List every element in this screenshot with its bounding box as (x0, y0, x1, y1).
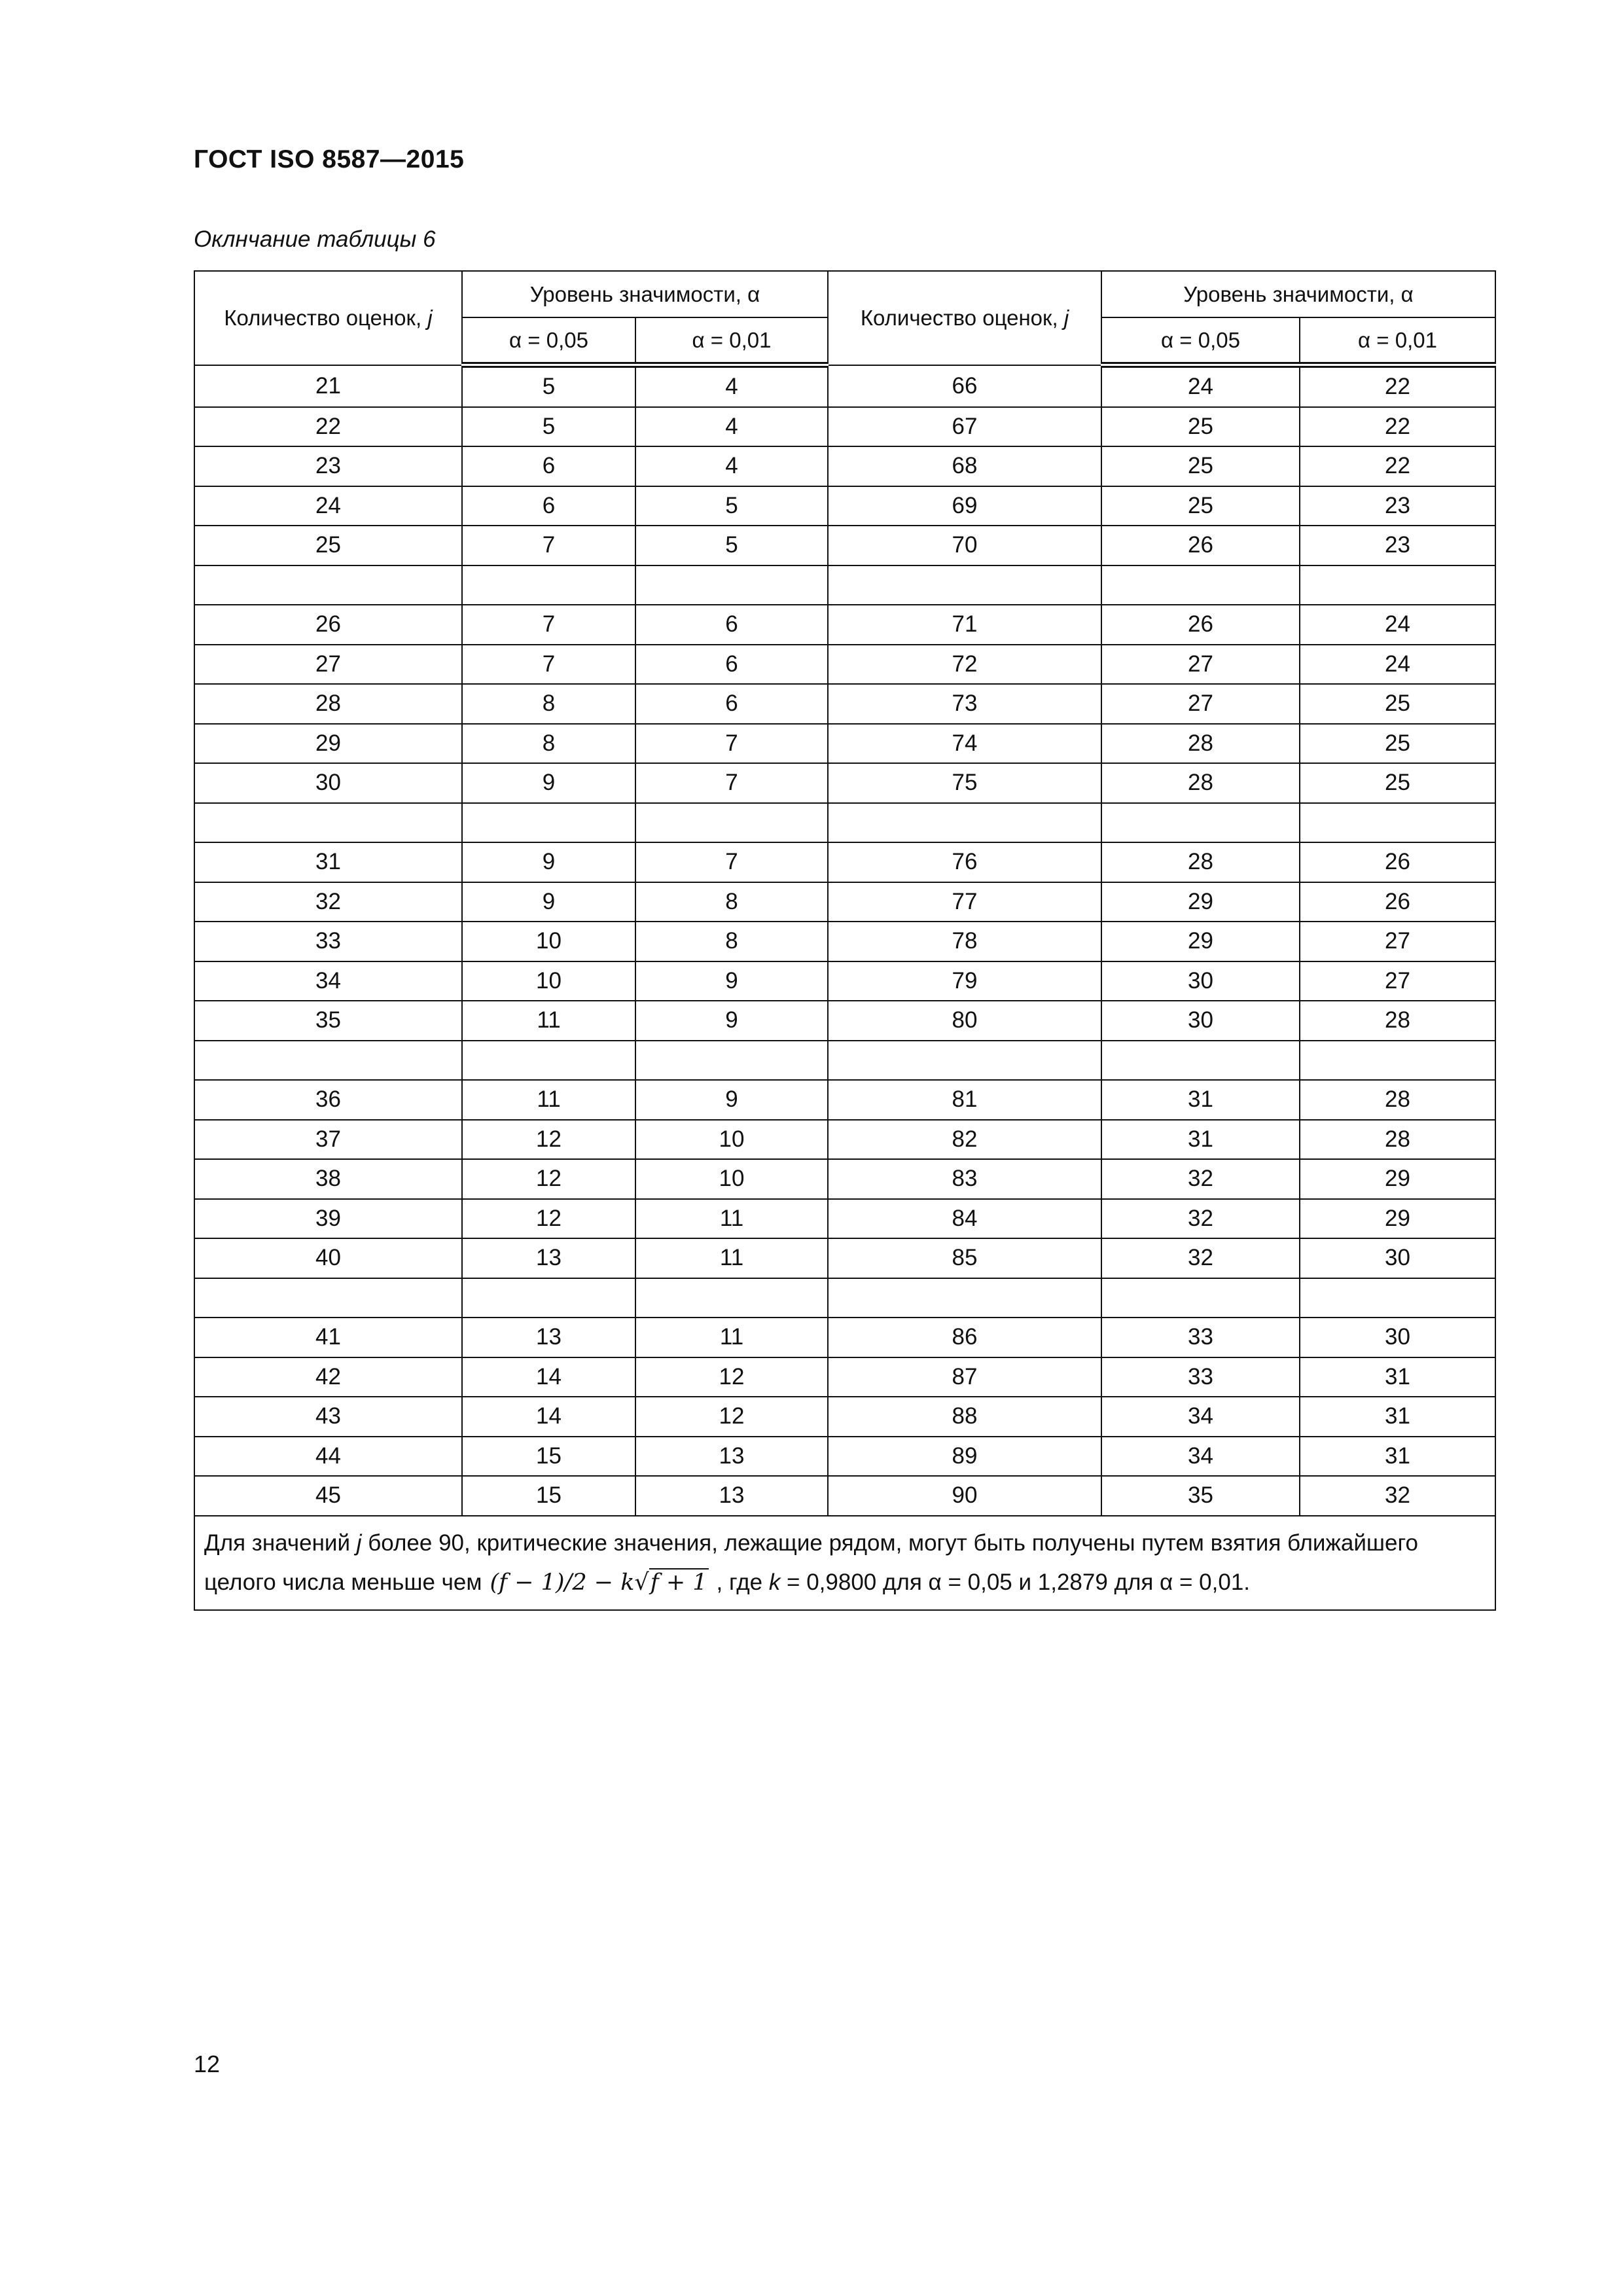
table-row (194, 1318, 1495, 1357)
header-count-symbol: j (427, 305, 433, 330)
cell-alpha-005-left: 5 (462, 365, 635, 407)
cell-alpha-005-right: 28 (1101, 842, 1300, 882)
cell-alpha-001-right: 31 (1300, 1437, 1495, 1477)
cell-count-left: 38 (194, 1159, 462, 1199)
cell-count-right: 76 (828, 842, 1101, 882)
cell-alpha-001-left (635, 1041, 828, 1081)
cell-alpha-001-right (1300, 1278, 1495, 1318)
cell-alpha-005-right: 34 (1101, 1397, 1300, 1437)
table-row (194, 882, 1495, 922)
cell-alpha-005-left: 15 (462, 1437, 635, 1477)
cell-count-right: 86 (828, 1318, 1101, 1357)
cell-count-right: 68 (828, 446, 1101, 486)
cell-alpha-001-left: 10 (635, 1120, 828, 1160)
table-spacer-row (194, 1041, 1495, 1081)
cell-count-left (194, 565, 462, 605)
table-row (194, 407, 1495, 447)
cell-alpha-005-right: 32 (1101, 1199, 1300, 1239)
header-count-left (194, 271, 462, 365)
cell-alpha-005-right: 28 (1101, 763, 1300, 803)
cell-count-left (194, 803, 462, 843)
cell-alpha-005-right (1101, 1041, 1300, 1081)
cell-count-left: 24 (194, 486, 462, 526)
cell-alpha-001-right: 24 (1300, 645, 1495, 685)
table-spacer-row (194, 803, 1495, 843)
header-alpha-001-left: α = 0,01 (635, 317, 828, 365)
cell-alpha-001-left: 5 (635, 526, 828, 565)
cell-alpha-001-left: 9 (635, 1080, 828, 1120)
cell-alpha-005-left: 8 (462, 724, 635, 764)
cell-alpha-001-right: 23 (1300, 526, 1495, 565)
footnote-text: Для значений (204, 1530, 351, 1556)
cell-count-right: 75 (828, 763, 1101, 803)
cell-alpha-005-left: 14 (462, 1397, 635, 1437)
cell-count-left: 23 (194, 446, 462, 486)
cell-alpha-001-left (635, 1278, 828, 1318)
table-row (194, 1437, 1495, 1477)
cell-count-right: 73 (828, 684, 1101, 724)
cell-count-left: 43 (194, 1397, 462, 1437)
cell-alpha-001-right: 22 (1300, 365, 1495, 407)
cell-alpha-001-left: 4 (635, 446, 828, 486)
cell-alpha-001-right: 24 (1300, 605, 1495, 645)
cell-alpha-005-left: 9 (462, 842, 635, 882)
cell-count-right: 74 (828, 724, 1101, 764)
table-spacer-row (194, 565, 1495, 605)
cell-alpha-005-right: 30 (1101, 1001, 1300, 1041)
cell-count-right (828, 565, 1101, 605)
cell-alpha-005-left: 8 (462, 684, 635, 724)
cell-alpha-001-right: 26 (1300, 882, 1495, 922)
cell-alpha-001-right: 30 (1300, 1238, 1495, 1278)
cell-alpha-001-left: 13 (635, 1476, 828, 1516)
table-row (194, 645, 1495, 685)
page-number: 12 (194, 2051, 221, 2077)
cell-alpha-001-left: 10 (635, 1159, 828, 1199)
cell-alpha-001-left: 6 (635, 605, 828, 645)
cell-alpha-001-left: 7 (635, 724, 828, 764)
cell-alpha-005-left: 9 (462, 763, 635, 803)
cell-count-right: 80 (828, 1001, 1101, 1041)
table-row (194, 1159, 1495, 1199)
cell-count-right: 77 (828, 882, 1101, 922)
cell-alpha-005-right: 33 (1101, 1357, 1300, 1397)
cell-count-right: 78 (828, 922, 1101, 961)
table-row (194, 922, 1495, 961)
cell-alpha-005-right: 27 (1101, 645, 1300, 685)
table-caption: Оклнчание таблицы 6 (194, 226, 436, 252)
cell-alpha-001-right (1300, 565, 1495, 605)
table-row (194, 684, 1495, 724)
cell-count-right: 82 (828, 1120, 1101, 1160)
cell-alpha-001-right: 22 (1300, 446, 1495, 486)
header-count-label: Количество оценок, (860, 305, 1058, 330)
table-row (194, 1199, 1495, 1239)
table-row (194, 605, 1495, 645)
cell-alpha-001-right: 31 (1300, 1357, 1495, 1397)
cell-alpha-001-left: 13 (635, 1437, 828, 1477)
critical-values-table (194, 270, 1496, 1611)
cell-alpha-001-left: 4 (635, 365, 828, 407)
cell-count-left: 28 (194, 684, 462, 724)
cell-alpha-005-left (462, 803, 635, 843)
cell-count-left: 25 (194, 526, 462, 565)
table-footnote (194, 1516, 1495, 1610)
cell-alpha-005-left: 11 (462, 1080, 635, 1120)
table-row (194, 1238, 1495, 1278)
cell-count-right: 81 (828, 1080, 1101, 1120)
cell-count-left: 29 (194, 724, 462, 764)
cell-alpha-001-left: 11 (635, 1238, 828, 1278)
cell-alpha-005-left: 12 (462, 1120, 635, 1160)
cell-count-right: 87 (828, 1357, 1101, 1397)
header-level-right: Уровень значимости, α (1101, 271, 1495, 317)
header-count-right (828, 271, 1101, 365)
header-alpha-005-right: α = 0,05 (1101, 317, 1300, 365)
cell-alpha-005-left: 15 (462, 1476, 635, 1516)
cell-alpha-005-right: 31 (1101, 1080, 1300, 1120)
table-row (194, 724, 1495, 764)
cell-alpha-001-left: 4 (635, 407, 828, 447)
cell-count-right: 85 (828, 1238, 1101, 1278)
cell-count-right: 67 (828, 407, 1101, 447)
header-alpha-005-left: α = 0,05 (462, 317, 635, 365)
formula-sqrt: f + 1 (650, 1569, 707, 1596)
cell-alpha-001-left: 7 (635, 763, 828, 803)
cell-alpha-001-right: 26 (1300, 842, 1495, 882)
table-row (194, 1080, 1495, 1120)
cell-alpha-005-left: 12 (462, 1199, 635, 1239)
cell-alpha-005-right: 29 (1101, 922, 1300, 961)
cell-alpha-005-right: 24 (1101, 365, 1300, 407)
cell-alpha-005-right: 28 (1101, 724, 1300, 764)
cell-alpha-005-left: 7 (462, 645, 635, 685)
cell-alpha-001-right: 28 (1300, 1001, 1495, 1041)
cell-alpha-005-left: 6 (462, 486, 635, 526)
table-row (194, 1397, 1495, 1437)
cell-alpha-005-right: 29 (1101, 882, 1300, 922)
footnote-row (194, 1516, 1495, 1610)
table-row (194, 961, 1495, 1001)
cell-alpha-001-right: 25 (1300, 763, 1495, 803)
cell-count-left: 37 (194, 1120, 462, 1160)
cell-alpha-001-left: 8 (635, 922, 828, 961)
cell-alpha-001-right: 27 (1300, 961, 1495, 1001)
cell-alpha-005-left: 10 (462, 922, 635, 961)
cell-alpha-005-left: 5 (462, 407, 635, 447)
cell-count-right: 66 (828, 365, 1101, 407)
cell-alpha-005-left: 7 (462, 526, 635, 565)
cell-count-left: 42 (194, 1357, 462, 1397)
cell-alpha-005-left: 13 (462, 1318, 635, 1357)
cell-alpha-001-right: 30 (1300, 1318, 1495, 1357)
footnote-var-j: j (356, 1530, 362, 1556)
header-count-symbol: j (1063, 305, 1069, 330)
cell-count-left: 36 (194, 1080, 462, 1120)
cell-count-left: 27 (194, 645, 462, 685)
table-row (194, 842, 1495, 882)
cell-alpha-001-right (1300, 803, 1495, 843)
footnote-var-k: k (768, 1569, 781, 1595)
cell-count-left: 21 (194, 365, 462, 407)
table-row (194, 446, 1495, 486)
cell-count-left: 32 (194, 882, 462, 922)
cell-count-left: 45 (194, 1476, 462, 1516)
cell-alpha-005-right: 33 (1101, 1318, 1300, 1357)
cell-alpha-005-right: 34 (1101, 1437, 1300, 1477)
table-row (194, 1001, 1495, 1041)
table-row (194, 763, 1495, 803)
footnote-formula: (f − 1)/2 − k√f + 1 (490, 1569, 707, 1596)
cell-count-right (828, 1041, 1101, 1081)
cell-alpha-005-right: 26 (1101, 526, 1300, 565)
cell-alpha-001-right: 31 (1300, 1397, 1495, 1437)
cell-count-left: 33 (194, 922, 462, 961)
cell-count-left: 31 (194, 842, 462, 882)
document-title: ГОСТ ISO 8587—2015 (194, 145, 465, 173)
table-row (194, 1120, 1495, 1160)
cell-alpha-005-right: 30 (1101, 961, 1300, 1001)
cell-alpha-005-right: 25 (1101, 486, 1300, 526)
cell-alpha-001-left: 12 (635, 1397, 828, 1437)
cell-alpha-005-right: 27 (1101, 684, 1300, 724)
cell-count-right: 70 (828, 526, 1101, 565)
cell-alpha-001-right: 28 (1300, 1080, 1495, 1120)
cell-alpha-001-left: 11 (635, 1318, 828, 1357)
table-row (194, 1357, 1495, 1397)
cell-count-left: 41 (194, 1318, 462, 1357)
cell-alpha-005-left (462, 1278, 635, 1318)
cell-alpha-005-right: 35 (1101, 1476, 1300, 1516)
cell-alpha-001-left: 12 (635, 1357, 828, 1397)
cell-count-right (828, 803, 1101, 843)
cell-alpha-005-left: 6 (462, 446, 635, 486)
cell-alpha-005-right: 32 (1101, 1159, 1300, 1199)
cell-alpha-001-left: 9 (635, 961, 828, 1001)
cell-count-left: 30 (194, 763, 462, 803)
cell-alpha-001-right: 29 (1300, 1199, 1495, 1239)
cell-alpha-001-right: 25 (1300, 724, 1495, 764)
cell-count-right (828, 1278, 1101, 1318)
cell-alpha-005-left (462, 565, 635, 605)
cell-count-left: 22 (194, 407, 462, 447)
cell-alpha-001-left (635, 565, 828, 605)
cell-count-right: 69 (828, 486, 1101, 526)
cell-alpha-001-left: 5 (635, 486, 828, 526)
footnote-text: , где (716, 1569, 763, 1595)
table-row (194, 526, 1495, 565)
formula-left: (f − 1)/2 − k (490, 1569, 635, 1596)
cell-count-right: 72 (828, 645, 1101, 685)
cell-count-right: 71 (828, 605, 1101, 645)
cell-alpha-001-right: 23 (1300, 486, 1495, 526)
cell-alpha-001-right: 28 (1300, 1120, 1495, 1160)
cell-alpha-005-left: 10 (462, 961, 635, 1001)
cell-alpha-001-left: 11 (635, 1199, 828, 1239)
cell-count-left: 44 (194, 1437, 462, 1477)
cell-alpha-001-right: 25 (1300, 684, 1495, 724)
cell-alpha-005-right: 25 (1101, 446, 1300, 486)
cell-alpha-001-left: 7 (635, 842, 828, 882)
footnote-text: = 0,9800 для α = 0,05 и 1,2879 для α = 0,01. (787, 1569, 1251, 1595)
cell-alpha-001-left: 9 (635, 1001, 828, 1041)
cell-alpha-005-left: 12 (462, 1159, 635, 1199)
cell-count-left (194, 1041, 462, 1081)
cell-alpha-005-right: 32 (1101, 1238, 1300, 1278)
cell-alpha-001-left (635, 803, 828, 843)
cell-alpha-005-right (1101, 803, 1300, 843)
cell-count-left: 34 (194, 961, 462, 1001)
cell-alpha-001-right (1300, 1041, 1495, 1081)
cell-alpha-001-left: 8 (635, 882, 828, 922)
cell-count-left: 40 (194, 1238, 462, 1278)
header-count-label: Количество оценок, (224, 305, 422, 330)
cell-alpha-005-left: 7 (462, 605, 635, 645)
cell-alpha-005-right (1101, 565, 1300, 605)
table-row (194, 1476, 1495, 1516)
cell-alpha-005-left: 11 (462, 1001, 635, 1041)
table-spacer-row (194, 1278, 1495, 1318)
cell-count-right: 90 (828, 1476, 1101, 1516)
cell-alpha-001-right: 27 (1300, 922, 1495, 961)
cell-alpha-001-left: 6 (635, 684, 828, 724)
cell-alpha-005-right: 26 (1101, 605, 1300, 645)
cell-alpha-005-left: 14 (462, 1357, 635, 1397)
cell-count-left (194, 1278, 462, 1318)
table-row (194, 365, 1495, 407)
cell-alpha-005-left: 9 (462, 882, 635, 922)
cell-count-right: 84 (828, 1199, 1101, 1239)
cell-alpha-001-left: 6 (635, 645, 828, 685)
table-body (194, 365, 1495, 1516)
footnote-text: более 90, критические значения, лежащие рядом, могут быть получены путем взятия ближайшего целого числа меньше чем (204, 1530, 1418, 1595)
cell-count-right: 88 (828, 1397, 1101, 1437)
cell-alpha-001-right: 22 (1300, 407, 1495, 447)
cell-alpha-005-right: 25 (1101, 407, 1300, 447)
cell-alpha-005-right (1101, 1278, 1300, 1318)
cell-alpha-005-right: 31 (1101, 1120, 1300, 1160)
cell-count-right: 89 (828, 1437, 1101, 1477)
table-header-row (194, 271, 1495, 317)
cell-count-right: 83 (828, 1159, 1101, 1199)
cell-count-left: 35 (194, 1001, 462, 1041)
cell-alpha-001-right: 32 (1300, 1476, 1495, 1516)
cell-count-left: 26 (194, 605, 462, 645)
cell-count-right: 79 (828, 961, 1101, 1001)
cell-alpha-005-left: 13 (462, 1238, 635, 1278)
cell-count-left: 39 (194, 1199, 462, 1239)
header-alpha-001-right: α = 0,01 (1300, 317, 1495, 365)
table-row (194, 486, 1495, 526)
cell-alpha-005-left (462, 1041, 635, 1081)
cell-alpha-001-right: 29 (1300, 1159, 1495, 1199)
header-level-left: Уровень значимости, α (462, 271, 828, 317)
